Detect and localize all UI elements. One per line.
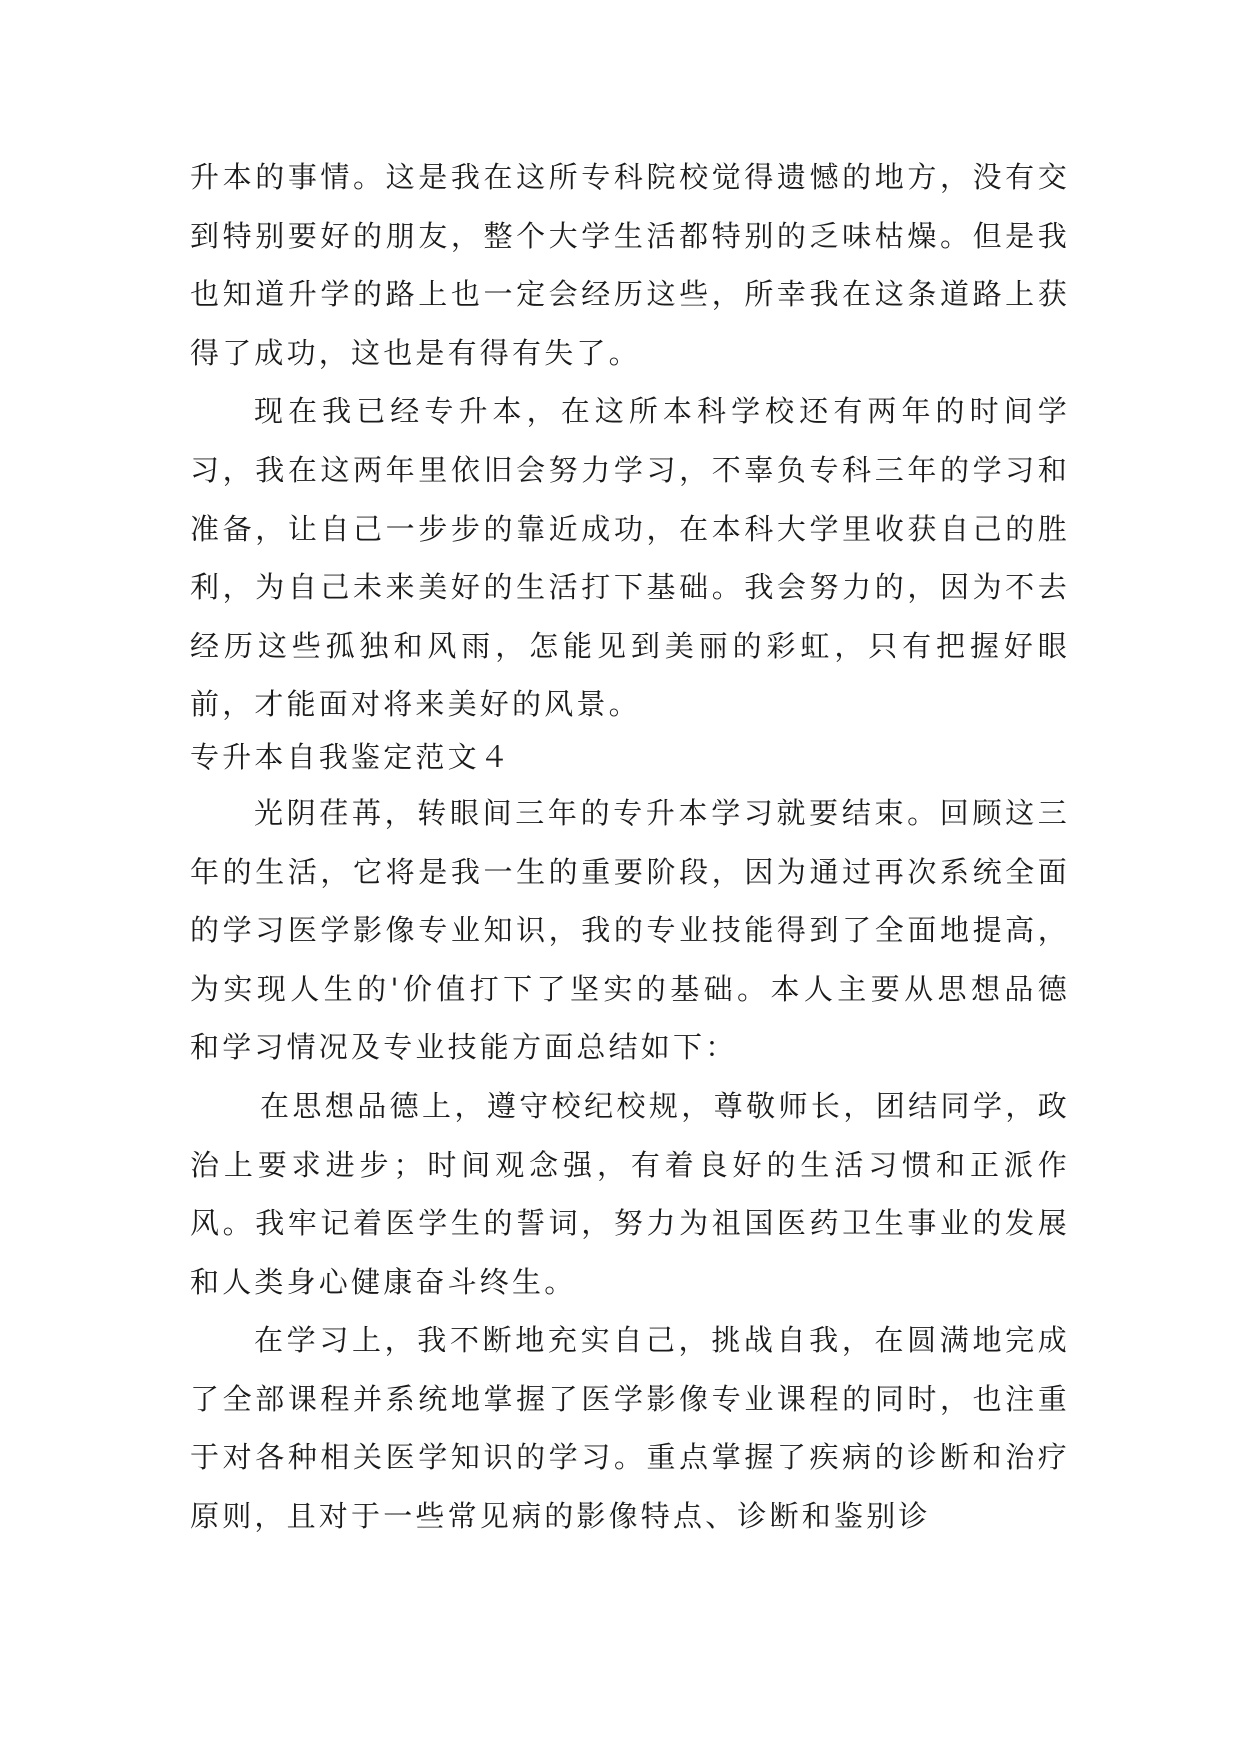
paragraph-continuation: 升本的事情。这是我在这所专科院校觉得遗憾的地方，没有交到特别要好的朋友，整个大学生活都特别的乏味枯燥。但是我也知道升学的路上也一定会经历这些，所幸我在这条道路上获得了成功，这也是有得有失了。 xyxy=(190,160,1070,370)
section-heading: 专升本自我鉴定范文４ xyxy=(190,739,513,774)
paragraph-time-flies: 光阴荏苒，转眼间三年的专升本学习就要结束。回顾这三年的生活，它将是我一生的重要阶段，因为通过再次系统全面的学习医学影像专业知识，我的专业技能得到了全面地提高，为实现人生的'价值打下了坚实的基础。本人主要从思想品德和学习情况及专业技能方面总结如下： xyxy=(190,795,1070,1065)
paragraph-moral-character: 在思想品德上，遵守校纪校规，尊敬师长，团结同学，政治上要求进步；时间观念强，有着良好的生活习惯和正派作风。我牢记着医学生的誓词，努力为祖国医药卫生事业的发展和人类身心健康奋斗终生。 xyxy=(190,1088,1070,1299)
paragraph-now-upgraded: 现在我已经专升本，在这所本科学校还有两年的时间学习，我在这两年里依旧会努力学习，不辜负专科三年的学习和准备，让自己一步步的靠近成功，在本科大学里收获自己的胜利，为自己未来美好的生活打下基础。我会努力的，因为不去经历这些孤独和风雨，怎能见到美丽的彩虹，只有把握好眼前，才能面对将来美好的风景。 xyxy=(190,394,1070,722)
document-body xyxy=(190,148,1070,1546)
paragraph-study: 在学习上，我不断地充实自己，挑战自我，在圆满地完成了全部课程并系统地掌握了医学影像专业课程的同时，也注重于对各种相关医学知识的学习。重点掌握了疾病的诊断和治疗原则，且对于一些常见病的影像特点、诊断和鉴别诊 xyxy=(190,1323,1070,1534)
